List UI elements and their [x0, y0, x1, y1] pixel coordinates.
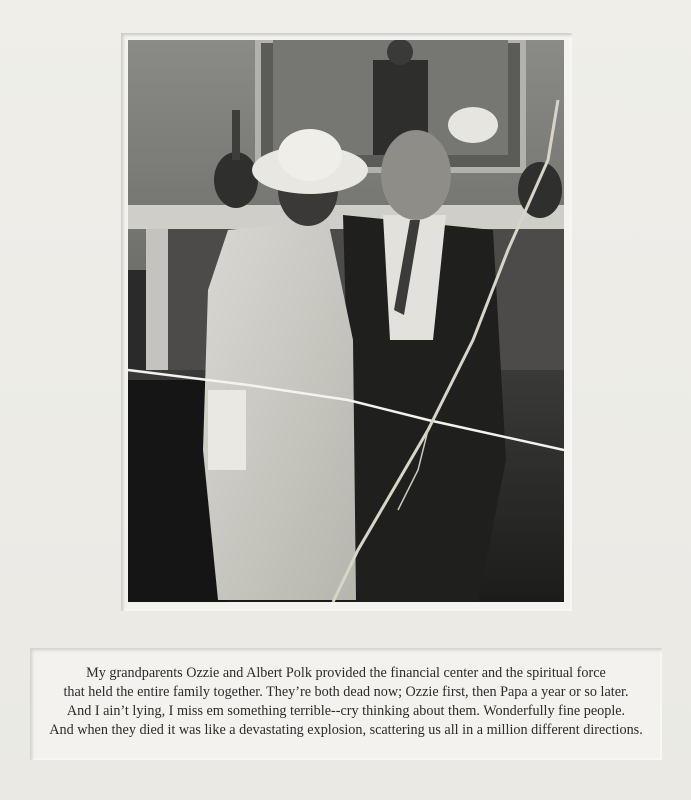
- caption-line: My grandparents Ozzie and Albert Polk provided the financial center and the spiritual force: [86, 665, 606, 681]
- caption-line: And I ain’t lying, I miss em something terrible--cry thinking about them. Wonderfully fine people.: [66, 703, 626, 719]
- caption-line: And when they died it was like a devastating explosion, scattering us all in a million different directions.: [49, 722, 643, 738]
- cracked-photograph: [128, 40, 564, 602]
- photograph-image: [128, 40, 564, 602]
- caption-text: [40, 664, 652, 740]
- caption-line: that held the entire family together. They’re both dead now; Ozzie first, then Papa a year or so later.: [63, 684, 629, 700]
